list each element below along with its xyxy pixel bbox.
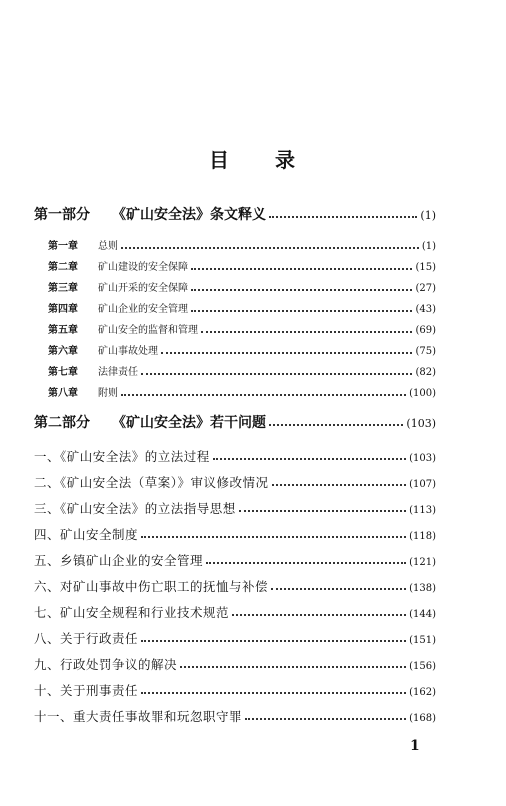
item-title: 一、《矿山安全法》的立法过程 <box>34 449 210 464</box>
page-number: (100) <box>409 388 436 399</box>
toc-item-7[interactable] <box>34 603 436 621</box>
item-title: 十一、重大责任事故罪和玩忽职守罪 <box>34 709 243 724</box>
page-number: (113) <box>409 505 436 516</box>
page-number: (1) <box>421 241 436 252</box>
part-number: 第一部分 <box>34 207 90 223</box>
toc-item-6[interactable] <box>34 577 436 595</box>
part-heading-1[interactable] <box>34 204 436 224</box>
item-title: 五、乡镇矿山企业的安全管理 <box>34 553 204 568</box>
item-title: 八、关于行政责任 <box>34 631 139 646</box>
page-number: (27) <box>415 283 436 294</box>
leader-dots <box>121 394 406 396</box>
toc-chapter-4[interactable] <box>48 300 436 315</box>
leader-dots <box>161 352 412 354</box>
page-number: (82) <box>415 367 436 378</box>
page-number: (43) <box>415 304 436 315</box>
leader-dots <box>245 718 406 720</box>
leader-dots <box>232 614 406 616</box>
chapter-title: 总则 <box>98 241 118 252</box>
page-number: (103) <box>409 453 436 464</box>
chapter-title: 矿山事故处理 <box>98 346 158 357</box>
toc-chapter-3[interactable] <box>48 279 436 294</box>
chapter-number: 第四章 <box>48 304 78 315</box>
page-number: (151) <box>409 635 436 646</box>
page-number: (138) <box>409 583 436 594</box>
item-title: 七、矿山安全规程和行业技术规范 <box>34 605 230 620</box>
chapter-number: 第五章 <box>48 325 78 336</box>
toc-item-11[interactable] <box>34 707 436 725</box>
chapter-title: 矿山建设的安全保障 <box>98 262 188 273</box>
part-title: 《矿山安全法》若干问题 <box>112 415 266 431</box>
item-title: 十、关于刑事责任 <box>34 683 139 698</box>
chapter-title: 矿山开采的安全保障 <box>98 283 188 294</box>
toc-item-2[interactable] <box>34 473 436 491</box>
leader-dots <box>271 588 406 590</box>
page-number: (75) <box>415 346 436 357</box>
page-folio: 1 <box>410 738 420 754</box>
leader-dots <box>180 666 406 668</box>
page-number: (1) <box>420 209 436 222</box>
chapter-number: 第六章 <box>48 346 78 357</box>
item-title: 六、对矿山事故中伤亡职工的抚恤与补偿 <box>34 579 269 594</box>
leader-dots <box>272 484 407 486</box>
page-number: (162) <box>409 687 436 698</box>
leader-dots <box>269 216 417 218</box>
chapter-number: 第七章 <box>48 367 78 378</box>
chapter-number: 第三章 <box>48 283 78 294</box>
leader-dots <box>206 562 406 564</box>
toc-item-3[interactable] <box>34 499 436 517</box>
part-title: 《矿山安全法》条文释义 <box>112 207 266 223</box>
leader-dots <box>239 510 406 512</box>
leader-dots <box>141 692 406 694</box>
leader-dots <box>141 373 412 375</box>
page-number: (103) <box>406 417 436 430</box>
leader-dots <box>269 424 403 426</box>
item-title: 三、《矿山安全法》的立法指导思想 <box>34 501 236 516</box>
leader-dots <box>121 247 419 249</box>
toc-item-8[interactable] <box>34 629 436 647</box>
leader-dots <box>191 310 412 312</box>
leader-dots <box>141 640 406 642</box>
title-char-right: 录 <box>275 148 297 172</box>
page-number: (69) <box>415 325 436 336</box>
toc-item-5[interactable] <box>34 551 436 569</box>
leader-dots <box>201 331 412 333</box>
chapter-title: 法律责任 <box>98 367 138 378</box>
leader-dots <box>141 536 406 538</box>
toc-item-4[interactable] <box>34 525 436 543</box>
toc-item-1[interactable] <box>34 447 436 465</box>
chapter-number: 第一章 <box>48 241 78 252</box>
toc-chapter-2[interactable] <box>48 258 436 273</box>
toc-chapter-8[interactable] <box>48 384 436 399</box>
toc-chapter-5[interactable] <box>48 321 436 336</box>
item-title: 二、《矿山安全法（草案）》审议修改情况 <box>34 475 269 490</box>
page-number: (15) <box>415 262 436 273</box>
title-char-left: 目 <box>209 148 231 172</box>
page-title <box>0 144 506 173</box>
page-number: (121) <box>409 557 436 568</box>
chapter-title: 附则 <box>98 388 118 399</box>
toc-chapter-6[interactable] <box>48 342 436 357</box>
toc-item-10[interactable] <box>34 681 436 699</box>
page-number: (118) <box>409 531 436 542</box>
page-number: (107) <box>409 479 436 490</box>
toc-chapter-1[interactable] <box>48 237 436 252</box>
chapter-number: 第二章 <box>48 262 78 273</box>
part-heading-2[interactable] <box>34 412 436 432</box>
page-number: (168) <box>409 713 436 724</box>
leader-dots <box>213 458 406 460</box>
leader-dots <box>191 289 412 291</box>
page-number: (156) <box>409 661 436 672</box>
toc-chapter-7[interactable] <box>48 363 436 378</box>
page-number: (144) <box>409 609 436 620</box>
chapter-title: 矿山企业的安全管理 <box>98 304 188 315</box>
toc-item-9[interactable] <box>34 655 436 673</box>
part-number: 第二部分 <box>34 415 90 431</box>
chapter-number: 第八章 <box>48 388 78 399</box>
chapter-title: 矿山安全的监督和管理 <box>98 325 198 336</box>
item-title: 四、矿山安全制度 <box>34 527 139 542</box>
item-title: 九、行政处罚争议的解决 <box>34 657 178 672</box>
leader-dots <box>191 268 412 270</box>
